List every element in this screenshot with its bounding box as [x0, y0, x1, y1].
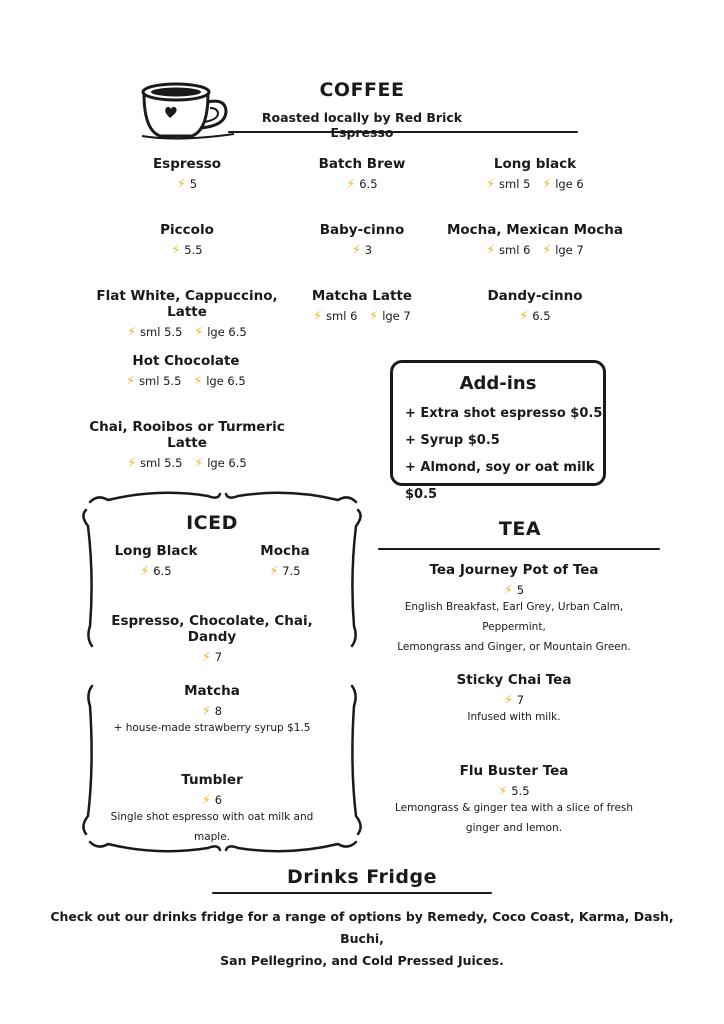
item-name: Batch Brew: [318, 156, 406, 172]
menu-item: [376, 763, 652, 838]
item-price: sml 6: [499, 243, 531, 257]
item-price: sml 5: [499, 177, 531, 191]
addin-item: + Extra shot espresso $0.5: [405, 406, 603, 421]
item-price: 5: [516, 583, 525, 597]
fridge-title: Drinks Fridge: [287, 866, 437, 888]
item-name: Matcha: [184, 683, 240, 699]
item-price: 3: [364, 243, 373, 257]
lightning-bolt-icon: ⚡: [346, 176, 356, 191]
menu-item: [376, 672, 652, 727]
item-name: Matcha Latte: [311, 288, 413, 304]
lightning-bolt-icon: ⚡: [503, 692, 513, 707]
addins-box: [390, 360, 606, 502]
lightning-bolt-icon: ⚡: [498, 783, 508, 798]
item-description: Lemongrass & ginger tea with a slice of fresh: [394, 802, 634, 814]
coffee-title: COFFEE: [319, 79, 405, 101]
item-name: Espresso: [152, 156, 222, 172]
menu-item: [127, 222, 247, 257]
item-price: sml 5.5: [140, 325, 183, 339]
addin-item: + Almond, soy or oat milk $0.5: [405, 460, 595, 502]
menu-item: [106, 543, 206, 578]
lightning-bolt-icon: ⚡: [313, 308, 323, 323]
menu-item: [245, 543, 325, 578]
item-description: Lemongrass and Ginger, or Mountain Green.: [397, 641, 631, 653]
item-description: Single shot espresso with oat milk and maple.: [110, 811, 314, 843]
item-description: Infused with milk.: [467, 711, 561, 723]
lightning-bolt-icon: ⚡: [127, 455, 137, 470]
item-price: 7: [214, 650, 223, 664]
item-price: lge 6: [555, 177, 584, 191]
lightning-bolt-icon: ⚡: [503, 582, 513, 597]
item-price: 6.5: [153, 564, 172, 578]
item-name: Dandy-cinno: [487, 288, 583, 304]
item-name: Long Black: [114, 543, 198, 559]
fridge-divider: [212, 892, 492, 894]
item-price: lge 7: [555, 243, 584, 257]
item-price: sml 5.5: [140, 456, 183, 470]
tea-divider: [378, 548, 660, 550]
item-price: lge 6.5: [207, 325, 247, 339]
lightning-bolt-icon: ⚡: [176, 176, 186, 191]
item-name: Baby-cinno: [319, 222, 405, 238]
fridge-line: Check out our drinks fridge for a range of options by Remedy, Coco Coast, Karma, Dash, Buchi,: [50, 909, 674, 946]
menu-item: [88, 288, 286, 339]
coffee-subtitle: Roasted locally by Red Brick: [261, 110, 463, 125]
item-price: lge 6.5: [207, 456, 247, 470]
item-price: 7.5: [282, 564, 301, 578]
item-name: Piccolo: [160, 222, 214, 238]
lightning-bolt-icon: ⚡: [201, 703, 211, 718]
item-price: sml 5.5: [139, 374, 182, 388]
item-price: 7: [516, 693, 525, 707]
lightning-bolt-icon: ⚡: [193, 373, 203, 388]
item-price: 6.5: [359, 177, 378, 191]
menu-item: [465, 288, 605, 323]
lightning-bolt-icon: ⚡: [140, 563, 150, 578]
lightning-bolt-icon: ⚡: [127, 324, 137, 339]
item-name: Tumbler: [181, 772, 243, 788]
menu-item: [106, 353, 266, 388]
menu-item: [127, 156, 247, 191]
lightning-bolt-icon: ⚡: [126, 373, 136, 388]
item-name: Long black: [493, 156, 577, 172]
item-description: ginger and lemon.: [465, 822, 563, 834]
menu-item: [455, 156, 615, 191]
lightning-bolt-icon: ⚡: [269, 563, 279, 578]
item-name: Sticky Chai Tea: [456, 672, 572, 688]
lightning-bolt-icon: ⚡: [351, 242, 361, 257]
fridge-line: San Pellegrino, and Cold Pressed Juices.: [220, 953, 504, 968]
item-price: sml 6: [326, 309, 358, 323]
lightning-bolt-icon: ⚡: [486, 176, 496, 191]
lightning-bolt-icon: ⚡: [171, 242, 181, 257]
fridge-description: [40, 906, 684, 972]
item-price: 5.5: [511, 784, 530, 798]
addins-title: Add-ins: [459, 373, 537, 394]
addin-item: + Syrup $0.5: [405, 433, 500, 448]
item-description: + house-made strawberry syrup $1.5: [113, 722, 311, 734]
menu-item: [98, 683, 326, 738]
lightning-bolt-icon: ⚡: [194, 324, 204, 339]
menu-item: [80, 419, 294, 470]
lightning-bolt-icon: ⚡: [486, 242, 496, 257]
tea-title: TEA: [498, 518, 542, 540]
menu-item: [376, 562, 652, 657]
item-price: 5.5: [184, 243, 203, 257]
item-name: Flat White, Cappuccino, Latte: [96, 288, 278, 320]
menu-item: [292, 288, 432, 323]
menu-item: [98, 772, 326, 847]
item-price: 6.5: [532, 309, 551, 323]
menu-item: [445, 222, 625, 257]
lightning-bolt-icon: ⚡: [519, 308, 529, 323]
item-price: lge 7: [382, 309, 411, 323]
lightning-bolt-icon: ⚡: [194, 455, 204, 470]
item-description: English Breakfast, Earl Grey, Urban Calm, Peppermint,: [404, 601, 624, 633]
item-name: Mocha, Mexican Mocha: [446, 222, 624, 238]
lightning-bolt-icon: ⚡: [201, 792, 211, 807]
item-name: Espresso, Chocolate, Chai, Dandy: [111, 613, 313, 645]
item-price: lge 6.5: [206, 374, 246, 388]
item-name: Chai, Rooibos or Turmeric Latte: [89, 419, 285, 451]
item-name: Tea Journey Pot of Tea: [429, 562, 599, 578]
item-name: Hot Chocolate: [132, 353, 240, 369]
item-name: Mocha: [260, 543, 310, 559]
lightning-bolt-icon: ⚡: [369, 308, 379, 323]
item-name: Flu Buster Tea: [459, 763, 569, 779]
coffee-divider: [228, 131, 578, 133]
item-price: 6: [214, 793, 223, 807]
coffee-cup-icon: [138, 78, 234, 144]
iced-title: ICED: [186, 512, 238, 534]
lightning-bolt-icon: ⚡: [542, 242, 552, 257]
menu-item: [300, 222, 424, 257]
item-price: 8: [214, 704, 223, 718]
lightning-bolt-icon: ⚡: [542, 176, 552, 191]
menu-item: [98, 613, 326, 664]
item-price: 5: [189, 177, 198, 191]
lightning-bolt-icon: ⚡: [201, 649, 211, 664]
menu-item: [300, 156, 424, 191]
